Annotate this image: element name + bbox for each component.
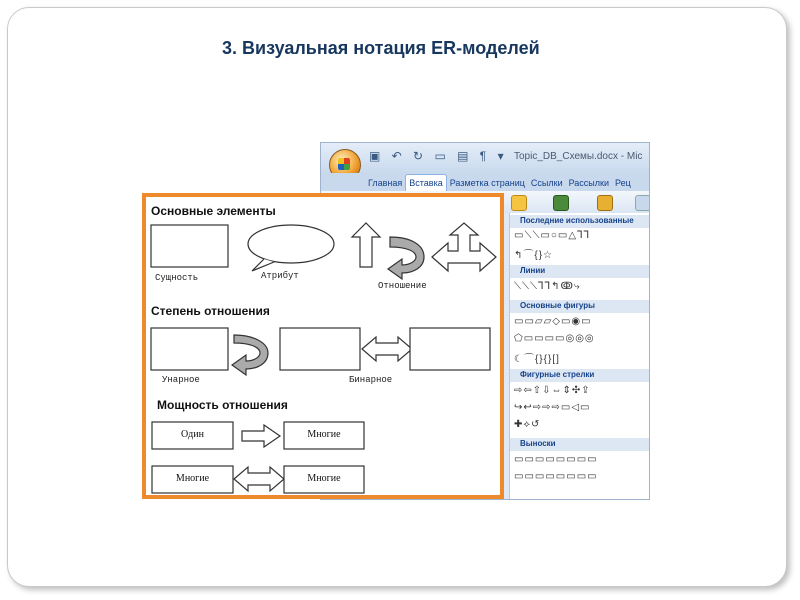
shape-row[interactable]: ⟍⟍⟍⅂⅂↰ↂ⤷ <box>514 281 581 292</box>
label-many-3: Многие <box>307 473 341 484</box>
section-basic-shapes: Основные фигуры <box>510 300 650 313</box>
shape-row[interactable]: ☾⌒{}{}[] <box>514 354 560 365</box>
shape-row[interactable]: ⬠▭▭▭▭◎◎◎ <box>514 333 595 344</box>
quick-access-toolbar <box>321 143 649 173</box>
label-one: Один <box>181 429 204 440</box>
section-recent-shapes: Последние использованные <box>510 215 650 228</box>
attribute-shape <box>248 225 334 263</box>
section-block-arrows: Фигурные стрелки <box>510 369 650 382</box>
shape-row[interactable]: ↪↩⇨⇨⇨▭◁▭ <box>514 402 591 413</box>
chart-icon[interactable] <box>597 195 613 211</box>
tab-references[interactable]: Ссылки <box>530 178 563 188</box>
shape-row[interactable]: ✚⟡↺ <box>514 419 541 430</box>
tab-insert[interactable]: Вставка <box>405 174 446 193</box>
label-many-1: Многие <box>307 429 341 440</box>
label-relationship: Отношение <box>378 281 427 291</box>
heading-basic-elements: Основные элементы <box>151 204 276 218</box>
shape-row[interactable]: ↰⌒{}☆ <box>514 250 554 261</box>
ribbon-tabs <box>321 173 649 191</box>
shape-row[interactable]: ⇨⇦⇧⇩⇔⇕✣⇪ <box>514 385 591 396</box>
tab-review[interactable]: Рец <box>615 178 631 188</box>
relationship-four-way-arrow <box>432 223 496 271</box>
tab-page-layout[interactable]: Разметка страниц <box>449 178 525 188</box>
shape-row[interactable]: ▭▭▱▱◇▭◉▭ <box>514 316 592 327</box>
shape-row[interactable]: ▭⟍⟍▭○▭△⅂⅂ <box>514 230 591 241</box>
unary-entity-shape <box>151 328 228 370</box>
relationship-curved-arrow <box>388 237 424 279</box>
shapes-gallery <box>509 213 650 499</box>
label-binary: Бинарное <box>349 375 393 385</box>
shapes-icon[interactable] <box>511 195 527 211</box>
label-attribute: Атрибут <box>261 271 299 281</box>
document-title: Topic_DB_Схемы.docx - Mic <box>514 151 643 162</box>
heading-cardinality: Мощность отношения <box>157 398 288 412</box>
binary-entity-right-shape <box>410 328 490 370</box>
er-notation-diagram <box>142 193 504 499</box>
section-callouts: Выноски <box>510 438 650 451</box>
shape-row[interactable]: ▭▭▭▭▭▭▭▭ <box>514 454 598 465</box>
section-lines: Линии <box>510 265 650 278</box>
label-many-2: Многие <box>175 473 210 484</box>
binary-entity-left-shape <box>280 328 360 370</box>
diagram-shapes <box>146 197 500 495</box>
quick-access-icons[interactable]: ▣ ↶ ↻ ▭ ▤ ¶ ▾ <box>369 149 508 163</box>
one-to-many-arrow <box>242 425 280 447</box>
unary-curved-arrow <box>232 335 268 375</box>
binary-double-arrow <box>362 337 412 361</box>
dropdown-icon[interactable] <box>635 195 650 211</box>
label-entity: Сущность <box>155 273 199 283</box>
shape-row[interactable]: ▭▭▭▭▭▭▭▭ <box>514 471 598 482</box>
tab-home[interactable]: Главная <box>368 178 403 188</box>
heading-relationship-degree: Степень отношения <box>151 304 270 318</box>
slide-title: 3. Визуальная нотация ER-моделей <box>222 38 540 58</box>
label-unary: Унарное <box>162 375 200 385</box>
smartart-icon[interactable] <box>553 195 569 211</box>
relationship-up-arrow <box>352 223 380 267</box>
many-to-many-arrow <box>234 467 284 491</box>
tab-mailings[interactable]: Рассылки <box>568 178 609 188</box>
entity-shape <box>151 225 228 267</box>
